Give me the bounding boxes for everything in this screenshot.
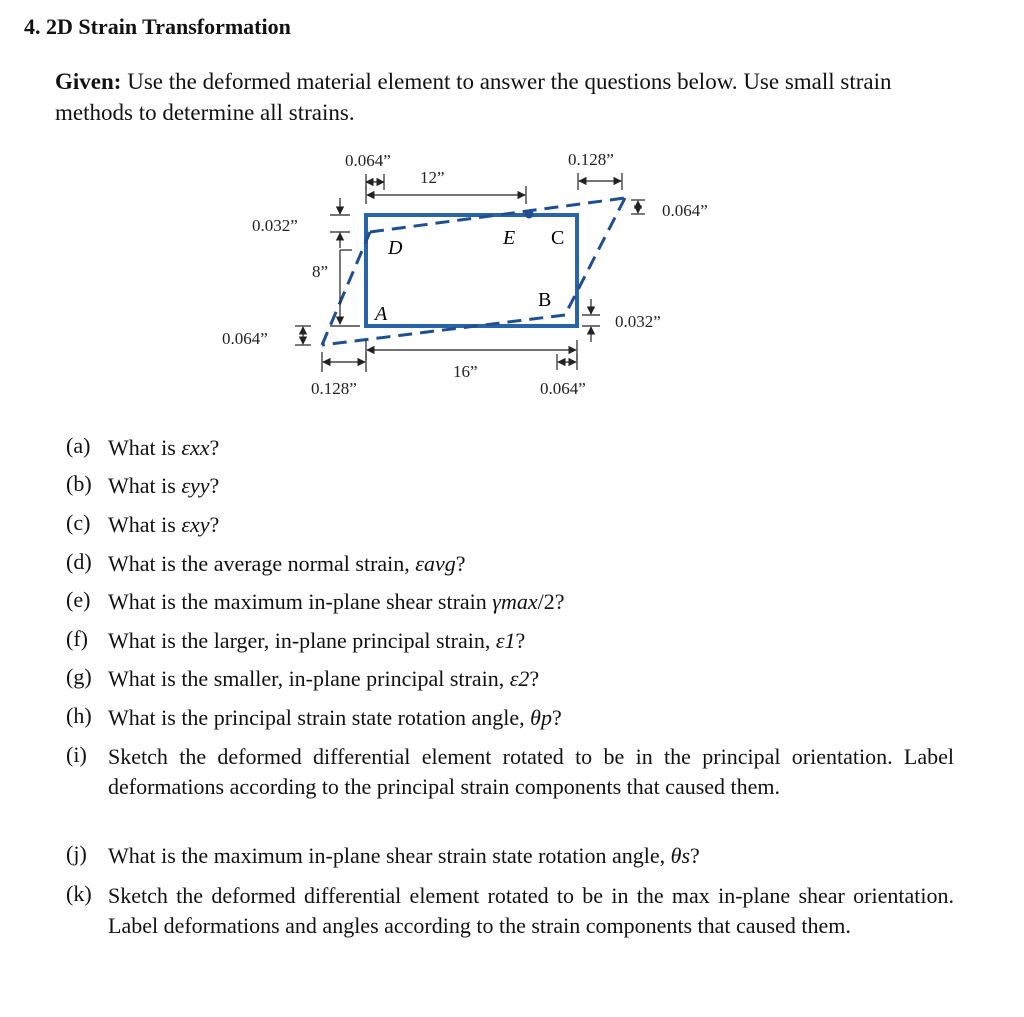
point-a-label: A (375, 303, 388, 325)
question-label: (c) (66, 510, 91, 535)
question-symbol: θp (530, 705, 552, 730)
question-symbol: εyy (181, 473, 210, 498)
question-text: What is (108, 512, 182, 537)
question-suffix: ? (209, 473, 220, 498)
question-symbol: ε2 (509, 666, 530, 691)
question-symbol: θs (670, 843, 691, 868)
dim-bottom-right-horiz: 0.064” (540, 379, 586, 398)
dim-left-top-vert: 0.032” (252, 216, 298, 235)
dim-top-left-horiz: 0.064” (345, 151, 391, 170)
question-text: What is the maximum in-plane shear strain (108, 589, 493, 614)
question-suffix: ? (529, 666, 540, 691)
question-text: What is the larger, in-plane principal strain, (108, 628, 496, 653)
question-suffix: ? (209, 512, 220, 537)
question-suffix: /2? (537, 589, 565, 614)
question-text: Sketch the deformed differential element rotated to be in the principal orientation. Label deformations according to the principal strain components that caused them. (108, 744, 954, 799)
question-label: (f) (66, 626, 88, 651)
dim-right-bottom-vert: 0.032” (615, 312, 661, 331)
question-label: (g) (66, 664, 92, 689)
dim-left-bottom-vert: 0.064” (222, 329, 268, 348)
question-symbol: εxx (181, 435, 210, 460)
question-text: What is (108, 473, 182, 498)
point-b-label: B (538, 289, 552, 311)
question-text: What is the principal strain state rotation angle, (108, 705, 531, 730)
question-label: (i) (66, 742, 87, 767)
question-label: (a) (66, 433, 91, 458)
question-label: (j) (66, 841, 87, 866)
question-suffix: ? (455, 551, 466, 576)
point-e-marker (525, 210, 534, 219)
problem-title: 4. 2D Strain Transformation (24, 14, 291, 39)
question-label: (h) (66, 703, 92, 728)
question-label: (e) (66, 587, 91, 612)
question-suffix: ? (515, 628, 526, 653)
question-symbol: γmax (492, 589, 538, 614)
question-symbol: εavg (415, 551, 456, 576)
question-symbol: ε1 (495, 628, 516, 653)
point-e-label: E (503, 227, 516, 249)
given-text: Use the deformed material element to answer the questions below. Use small strain methods to determine all strains. (55, 69, 892, 125)
question-suffix: ? (690, 843, 700, 868)
dim-bottom-length: 16” (453, 362, 478, 381)
dim-right-top-vert: 0.064” (662, 201, 708, 220)
question-suffix: ? (209, 435, 220, 460)
question-text: What is the average normal strain, (108, 551, 416, 576)
given-label: Given: (55, 69, 122, 94)
dim-bottom-left-horiz: 0.128” (311, 379, 357, 398)
question-text: Sketch the deformed differential element rotated to be in the max in-plane shear orientation. Label deformations and angles according to the strain components that caused them. (108, 883, 954, 938)
point-d-label: D (388, 237, 403, 259)
question-suffix: ? (551, 705, 562, 730)
dim-left-height: 8” (312, 262, 329, 281)
question-label: (k) (66, 881, 92, 906)
question-text: What is the smaller, in-plane principal strain, (108, 666, 510, 691)
question-symbol: εxy (181, 512, 210, 537)
question-label: (d) (66, 549, 92, 574)
deformed-element-figure (0, 0, 1024, 430)
question-text: What is (108, 435, 182, 460)
point-c-label: C (551, 227, 565, 249)
question-label: (b) (66, 471, 92, 496)
dim-top-right-horiz: 0.128” (568, 150, 614, 169)
dim-top-length: 12” (420, 168, 445, 187)
question-text: What is the maximum in-plane shear strain state rotation angle, (108, 843, 671, 868)
